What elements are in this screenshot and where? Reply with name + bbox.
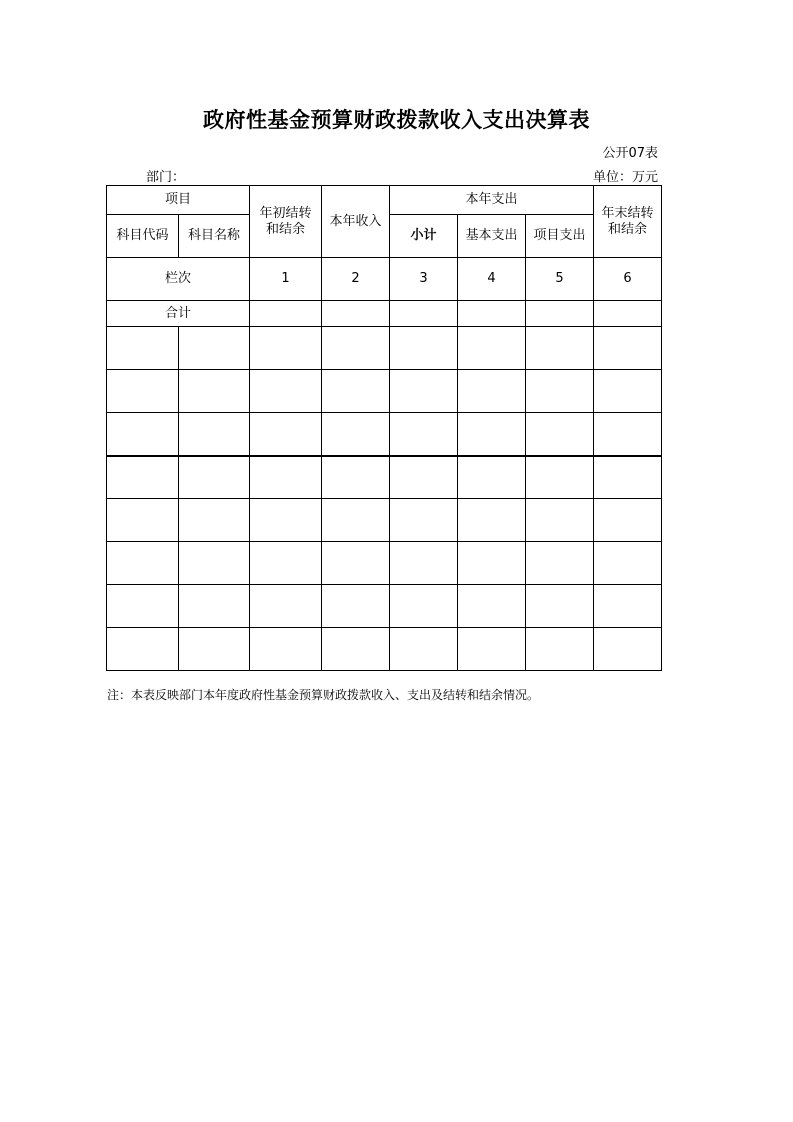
table-cell — [107, 456, 179, 499]
table-cell — [390, 542, 458, 585]
header-closing-balance-line1: 年末结转 — [601, 205, 654, 221]
column-number-1: 1 — [250, 258, 322, 301]
column-number-3: 3 — [390, 258, 458, 301]
table-cell — [526, 628, 594, 671]
header-closing-balance — [594, 186, 662, 258]
table-cell — [107, 499, 179, 542]
table-cell — [526, 456, 594, 499]
total-row — [107, 301, 662, 327]
column-number-4: 4 — [458, 258, 526, 301]
table-cell — [322, 585, 390, 628]
table-cell — [390, 370, 458, 413]
table-cell — [390, 585, 458, 628]
column-number-5: 5 — [526, 258, 594, 301]
table-cell — [250, 370, 322, 413]
table-cell — [179, 585, 250, 628]
table-cell — [594, 327, 662, 370]
header-subtotal: 小计 — [390, 215, 458, 258]
table-cell — [179, 370, 250, 413]
table-cell — [322, 413, 390, 456]
table-cell — [458, 327, 526, 370]
budget-table — [106, 185, 662, 671]
table-cell — [390, 499, 458, 542]
table-cell — [594, 542, 662, 585]
header-item: 项目 — [107, 186, 250, 215]
table-cell — [179, 456, 250, 499]
table-cell — [250, 542, 322, 585]
table-note: 注：本表反映部门本年度政府性基金预算财政拨款收入、支出及结转和结余情况。 — [107, 688, 540, 702]
table-cell — [594, 301, 662, 327]
table-cell — [250, 628, 322, 671]
column-number-label: 栏次 — [107, 258, 250, 301]
header-opening-balance — [250, 186, 322, 258]
table-cell — [390, 456, 458, 499]
table-cell — [526, 327, 594, 370]
table-cell — [458, 585, 526, 628]
table-cell — [179, 628, 250, 671]
table-cell — [322, 499, 390, 542]
table-cell — [458, 499, 526, 542]
table-cell — [526, 413, 594, 456]
table-cell — [250, 327, 322, 370]
unit-label: 单位：万元 — [592, 170, 658, 185]
table-cell — [458, 542, 526, 585]
table-cell — [458, 301, 526, 327]
table-cell — [458, 456, 526, 499]
table-cell — [107, 585, 179, 628]
table-row — [107, 456, 662, 499]
table-cell — [390, 413, 458, 456]
table-cell — [107, 327, 179, 370]
table-cell — [107, 628, 179, 671]
table-cell — [458, 370, 526, 413]
table-cell — [458, 413, 526, 456]
table-cell — [107, 370, 179, 413]
table-cell — [250, 413, 322, 456]
table-cell — [179, 413, 250, 456]
column-number-2: 2 — [322, 258, 390, 301]
header-closing-balance-line2: 和结余 — [608, 221, 648, 237]
page-title: 政府性基金预算财政拨款收入支出决算表 — [203, 108, 590, 132]
column-number-6: 6 — [594, 258, 662, 301]
table-cell — [179, 327, 250, 370]
form-number: 公开07表 — [602, 146, 658, 161]
table-cell — [390, 301, 458, 327]
table-row — [107, 585, 662, 628]
header-subject-name: 科目名称 — [179, 215, 250, 258]
table-row — [107, 499, 662, 542]
table-row — [107, 370, 662, 413]
table-cell — [526, 585, 594, 628]
table-cell — [250, 585, 322, 628]
table-cell — [250, 499, 322, 542]
header-basic-expense: 基本支出 — [458, 215, 526, 258]
table-cell — [594, 585, 662, 628]
table-cell — [107, 413, 179, 456]
table-cell — [322, 542, 390, 585]
table-row — [107, 327, 662, 370]
department-label: 部门： — [146, 170, 186, 185]
table-cell — [390, 327, 458, 370]
table-cell — [322, 456, 390, 499]
table-cell — [250, 301, 322, 327]
table-row — [107, 628, 662, 671]
table-cell — [179, 542, 250, 585]
table-row — [107, 542, 662, 585]
header-opening-balance-line2: 和结余 — [266, 221, 306, 237]
table-cell — [594, 456, 662, 499]
header-annual-income: 本年收入 — [322, 186, 390, 258]
total-label: 合计 — [107, 301, 250, 327]
table-cell — [594, 370, 662, 413]
table-cell — [322, 628, 390, 671]
table-cell — [526, 301, 594, 327]
header-row-1 — [107, 186, 662, 215]
table-cell — [390, 628, 458, 671]
table-cell — [107, 542, 179, 585]
table-cell — [594, 628, 662, 671]
table-cell — [526, 370, 594, 413]
header-subject-code: 科目代码 — [107, 215, 179, 258]
table-cell — [179, 499, 250, 542]
header-opening-balance-line1: 年初结转 — [259, 205, 312, 221]
table-row — [107, 413, 662, 456]
table-cell — [322, 370, 390, 413]
table-cell — [458, 628, 526, 671]
table-cell — [322, 301, 390, 327]
table-cell — [322, 327, 390, 370]
table-cell — [594, 499, 662, 542]
header-project-expense: 项目支出 — [526, 215, 594, 258]
column-number-row — [107, 258, 662, 301]
table-cell — [526, 542, 594, 585]
table-cell — [526, 499, 594, 542]
header-annual-expense: 本年支出 — [390, 186, 594, 215]
table-cell — [594, 413, 662, 456]
table-cell — [250, 456, 322, 499]
